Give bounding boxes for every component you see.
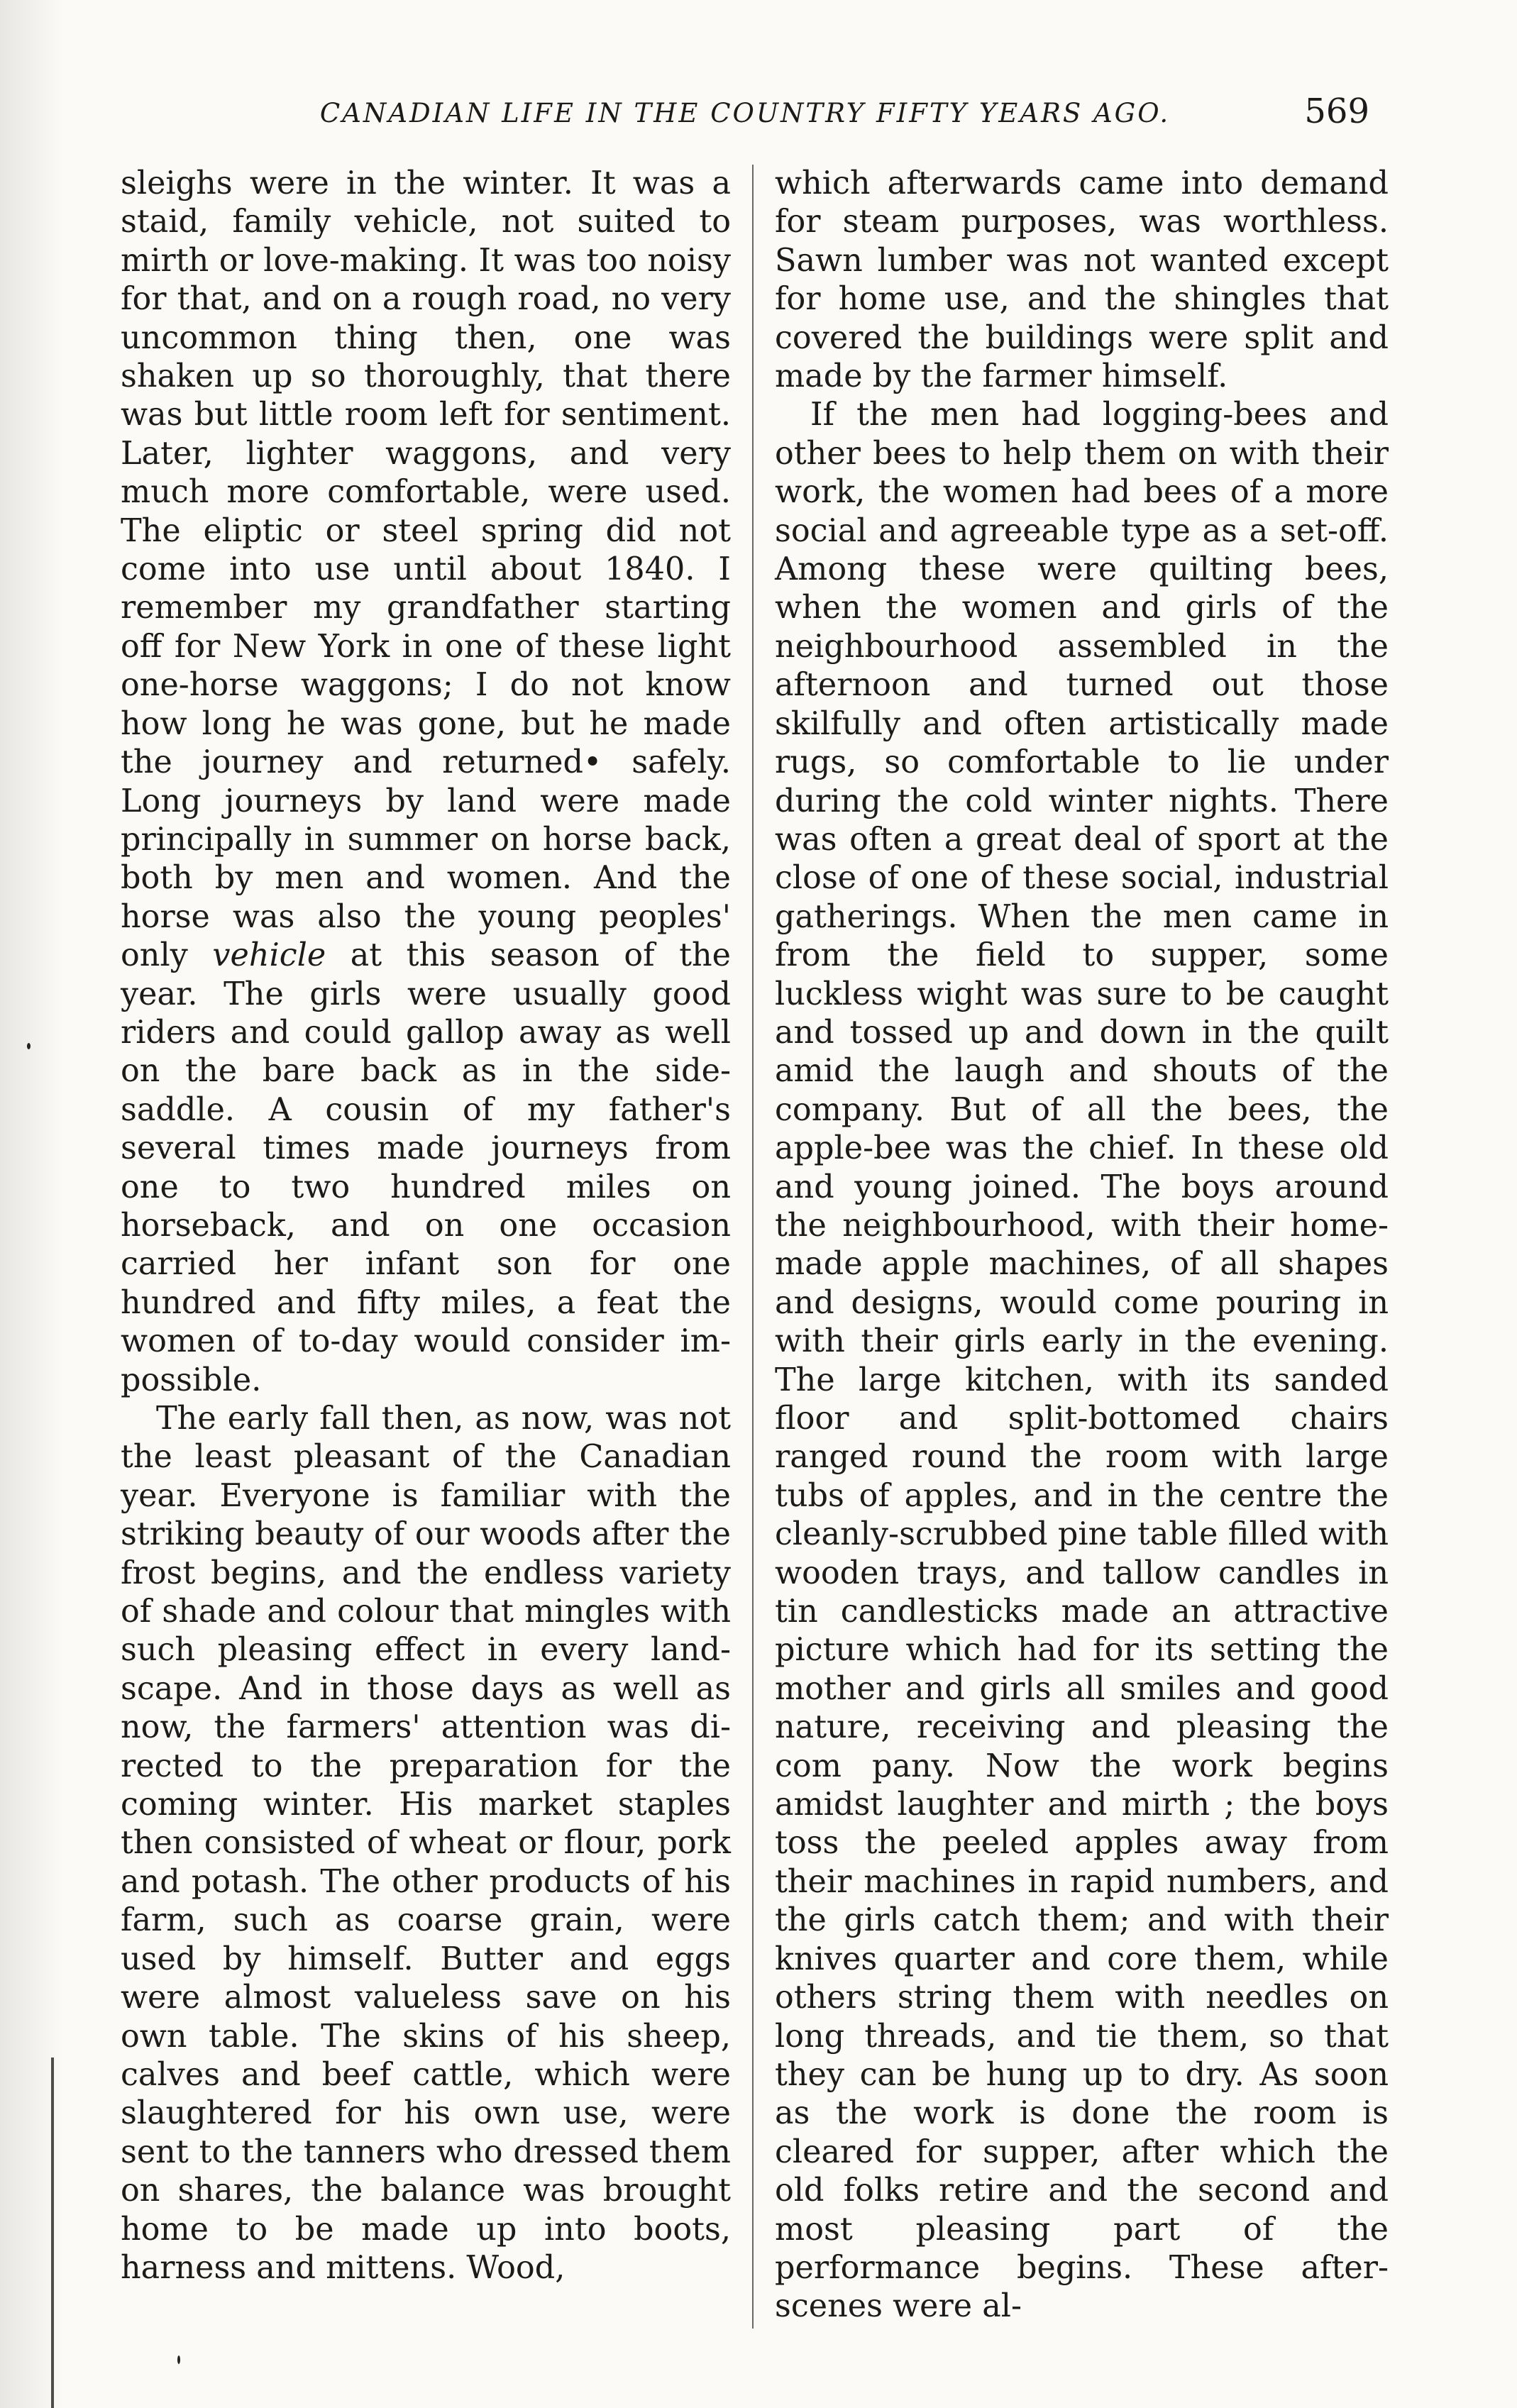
right-paragraph-2: If the men had logging-bees and other bees to help them on with their work, the women had bees of a more social and agreeable type as a set-off. Among these were quilting bees, when the women and girls of the neighbourhood assembled in the afternoon and turned out those skilfully and often artistically made rugs, so comfortable to lie under during the cold winter nights. There was often a great deal of sport at the close of one of these social, industrial gatherings. When the men came in from the field to supper, some luckless wight was sure to be caught and tossed up and down in the quilt amid the laugh and shouts of the company. But of all the bees, the apple-bee was the chief. In these old and young joined. The boys around the neighbourhood, with their home-made apple machines, of all shapes and designs, would come pouring in with their girls early in the evening. The large kitchen, with its sanded floor and split-bottomed chairs ranged round the room with large tubs of apples, and in the centre the cleanly-scrubbed pine table filled with wooden trays, and tallow candles in tin candlesticks made an attractive picture which had for its setting the mother and girls all smiles and good nature, receiving and pleasing the com pany. Now the work begins amidst laughter and mirth ; the boys toss the peeled apples away from their machines in rapid numbers, and the girls catch them; and with their knives quarter and core them, while others string them with needles on long threads, and tie them, so that they can be hung up to dry. As soon as the work is done the room is cleared for supper, after which the old folks retire and the second and most pleasing part of the performance begins. These after-scenes were al- (775, 397, 1389, 2325)
italic-word-vehicle: vehicle (212, 937, 326, 974)
running-title: CANADIAN LIFE IN THE COUNTRY FIFTY YEARS AGO. (319, 98, 1171, 128)
left-paragraph-1-end: at this season of the year. The girls were usually good riders and could gallop away as well on the bare back as in the side-saddle. A cousin of my father's several times made journeys from one to two hundred miles on horseback, and on one occasion carried her infant son for one hundred and fifty miles, a feat the women of to-day would consider impossible. (121, 937, 731, 1398)
page-number: 569 (1304, 92, 1369, 131)
column-divider (752, 165, 754, 2329)
left-paragraph-1 (121, 165, 731, 1400)
left-paragraph-1-text: sleighs were in the winter. It was a staid, family vehicle, not suited to mirth or love-making. It was too noisy for that, and on a rough road, no very uncommon thing then, one was shaken up so thoroughly, that there was but little room left for sentiment. Later, lighter waggons, and very much more comfortable, were used. The eliptic or steel spring did not come into use until about 1840. I remember my grandfather starting off for New York in one of these light one-horse waggons; I do not know how long he was gone, but he made the journey and returned• safely. Long journeys by land were made principally in summer on horse back, both by men and women. And the horse was also the young peoples' only (121, 165, 731, 974)
binding-edge-mark (51, 2058, 54, 2408)
running-header (121, 87, 1369, 143)
left-paragraph-2: The early fall then, as now, was not the least pleasant of the Canadian year. Everyone is familiar with the striking beauty of our woods after the frost begins, and the endless variety of shade and colour that mingles with such pleasing effect in every landscape. And in those days as well as now, the farmers' attention was directed to the preparation for the coming winter. His market staples then consisted of wheat or flour, pork and potash. The other products of his farm, such as coarse grain, were used by himself. Butter and eggs were almost valueless save on his own table. The skins of his sheep, calves and beef cattle, which were slaughtered for his own use, were sent to the tanners who dressed them on shares, the balance was brought home to be made up into boots, harness and mittens. Wood, (121, 1401, 731, 2286)
right-paragraph-1: which afterwards came into demand for steam purposes, was worthless. Sawn lumber was not wanted except for home use, and the shingles that covered the buildings were split and made by the farmer himself. (775, 165, 1389, 395)
left-column (121, 165, 731, 2286)
right-column (775, 165, 1389, 2325)
print-speck (177, 2355, 180, 2364)
print-speck (27, 1043, 31, 1049)
page-edge-shadow (0, 0, 64, 2408)
